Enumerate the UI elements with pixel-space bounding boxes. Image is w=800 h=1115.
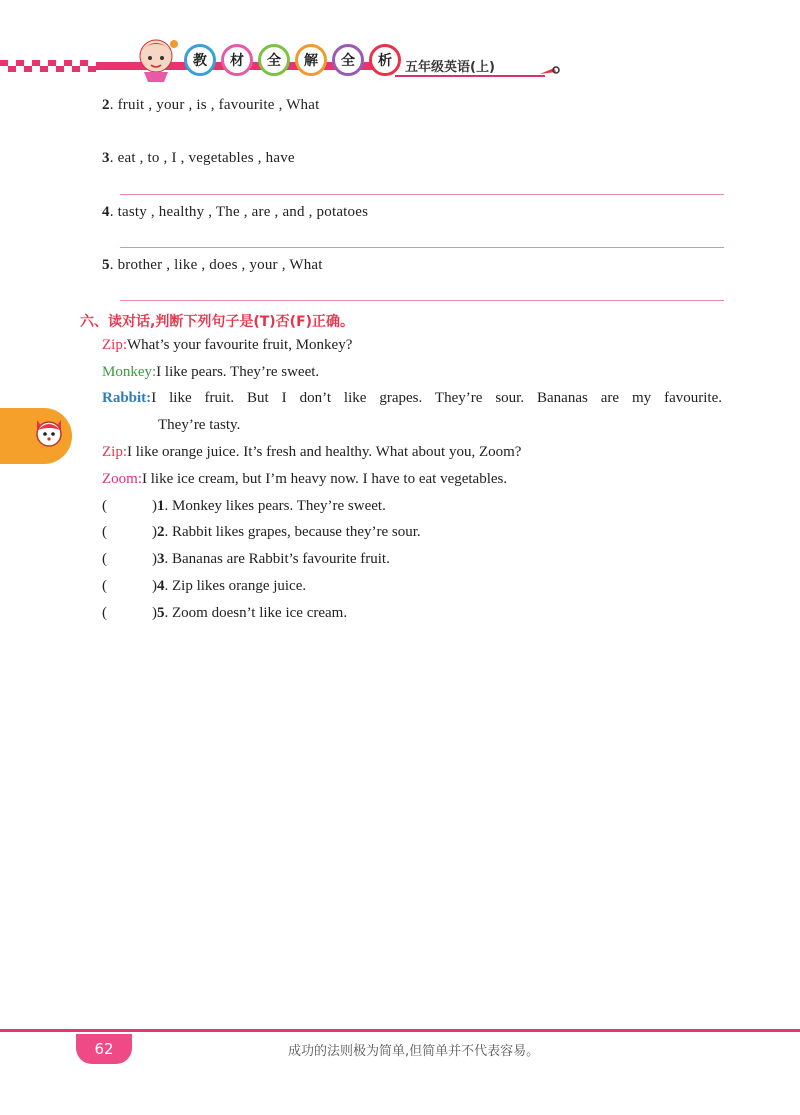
dialogue-line — [102, 364, 319, 381]
dialogue-line — [102, 337, 352, 354]
question-number: 4 — [102, 204, 110, 220]
dialogue-line — [102, 471, 507, 488]
title-char: 材 — [221, 44, 253, 76]
reorder-question — [102, 204, 368, 221]
page-number: 62 — [76, 1034, 132, 1064]
book-title — [184, 44, 401, 76]
question-words: . fruit , your , is , favourite , What — [109, 97, 320, 113]
statement-text: . Rabbit likes grapes, because they’re sour. — [164, 524, 421, 540]
answer-blank[interactable]: ( — [102, 578, 107, 594]
tf-statement: ( )1. Monkey likes pears. They’re sweet. — [102, 498, 386, 514]
pen-icon — [540, 64, 560, 78]
answer-line[interactable] — [120, 300, 724, 301]
tf-statement: ( )5. Zoom doesn’t like ice cream. — [102, 605, 348, 621]
statement-number: 4 — [157, 578, 165, 594]
dialogue-text: I like ice cream, but I’m heavy now. I have to eat vegetables. — [142, 471, 508, 487]
title-char: 教 — [184, 44, 216, 76]
answer-line[interactable] — [120, 194, 724, 195]
fox-mascot-icon — [33, 414, 65, 450]
dialogue-text: What’s your favourite fruit, Monkey? — [127, 337, 353, 353]
statement-number: 5 — [157, 605, 165, 621]
reorder-question — [102, 257, 323, 274]
answer-line[interactable] — [120, 247, 724, 248]
statement-number: 3 — [157, 551, 165, 567]
title-char: 析 — [369, 44, 401, 76]
section-title: 六、读对话,判断下列句子是(T)否(F)正确。 — [80, 314, 355, 330]
dialogue-line — [102, 390, 722, 407]
dialogue-continuation: They’re tasty. — [158, 417, 241, 433]
statement-text: . Zip likes orange juice. — [164, 578, 307, 594]
title-char: 全 — [258, 44, 290, 76]
answer-blank[interactable]: ( — [102, 551, 107, 567]
speaker-name: Zoom: — [102, 471, 142, 487]
question-words: . brother , like , does , your , What — [109, 257, 323, 273]
statement-number: 1 — [157, 498, 165, 514]
answer-blank[interactable]: ( — [102, 498, 107, 514]
dialogue-text: I like orange juice. It’s fresh and healthy. What about you, Zoom? — [127, 444, 522, 460]
reorder-question — [102, 150, 295, 167]
answer-blank[interactable]: ( — [102, 605, 107, 621]
speaker-name: Monkey: — [102, 364, 157, 380]
grade-label: 五年级英语(上) — [405, 60, 495, 75]
question-number: 5 — [102, 257, 110, 273]
dialogue-text: I like pears. They’re sweet. — [156, 364, 320, 380]
speaker-name: Rabbit: — [102, 390, 152, 406]
tf-statement: ( )4. Zip likes orange juice. — [102, 578, 307, 594]
girl-mascot-icon — [130, 34, 182, 82]
dialogue-line — [102, 444, 521, 461]
question-number: 2 — [102, 97, 110, 113]
footer-motto: 成功的法则极为简单,但简单并不代表容易。 — [288, 1044, 540, 1059]
title-char: 解 — [295, 44, 327, 76]
question-number: 3 — [102, 150, 110, 166]
question-words: . tasty , healthy , The , are , and , potatoes — [109, 204, 369, 220]
header-underline — [395, 75, 545, 77]
statement-text: . Monkey likes pears. They’re sweet. — [164, 498, 386, 514]
statement-text: . Bananas are Rabbit’s favourite fruit. — [164, 551, 390, 567]
statement-text: . Zoom doesn’t like ice cream. — [164, 605, 348, 621]
speaker-name: Zip: — [102, 337, 127, 353]
tf-statement: ( )3. Bananas are Rabbit’s favourite fruit. — [102, 551, 390, 567]
dialogue-text: I like fruit. But I don’t like grapes. They’re sour. Bananas are my favourite. — [151, 390, 722, 406]
footer-line — [0, 1029, 800, 1032]
answer-blank[interactable]: ( — [102, 524, 107, 540]
reorder-question — [102, 97, 319, 114]
question-words: . eat , to , I , vegetables , have — [109, 150, 295, 166]
speaker-name: Zip: — [102, 444, 127, 460]
title-char: 全 — [332, 44, 364, 76]
tf-statement: ( )2. Rabbit likes grapes, because they’re sour. — [102, 524, 421, 540]
statement-number: 2 — [157, 524, 165, 540]
